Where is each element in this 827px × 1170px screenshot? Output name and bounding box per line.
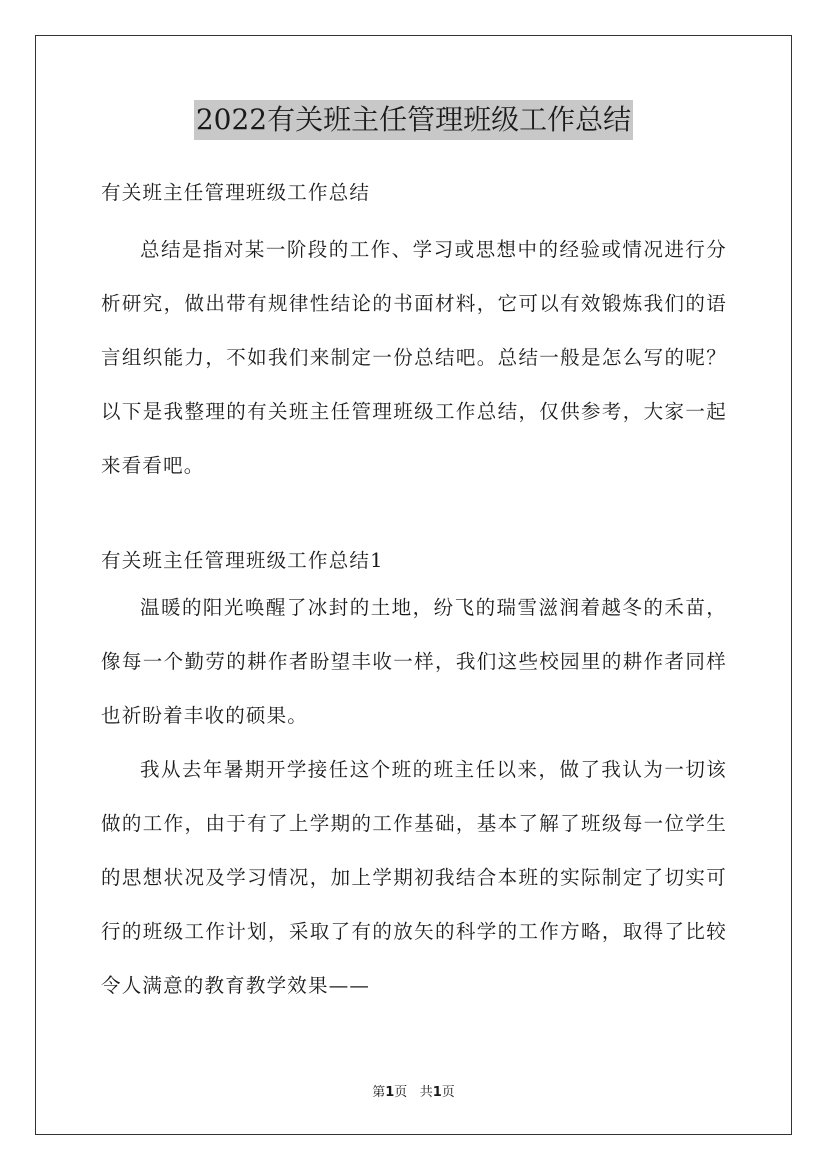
document-subtitle: 有关班主任管理班级工作总结 xyxy=(101,181,371,204)
document-body xyxy=(101,175,727,1013)
page-label-suffix: 页 xyxy=(394,1085,408,1100)
total-label-suffix: 页 xyxy=(441,1085,455,1100)
section-paragraph: 我从去年暑期开学接任这个班的班主任以来，做了我认为一切该做的工作，由于有了上学期的工作基础，基本了解了班级每一位学生的思想状况及学习情况，加上学期初我结合本班的实际制定了切实可行的班级工作计划，采取了有的放矢的科学的工作方略，取得了比较令人满意的教育教学效果—— xyxy=(101,758,727,997)
intro-paragraph: 总结是指对某一阶段的工作、学习或思想中的经验或情况进行分析研究，做出带有规律性结论的书面材料，它可以有效锻炼我们的语言组织能力，不如我们来制定一份总结吧。总结一般是怎么写的呢？以下是我整理的有关班主任管理班级工作总结，仅供参考，大家一起来看看吧。 xyxy=(101,238,727,477)
document-title: 2022有关班主任管理班级工作总结 xyxy=(194,100,633,140)
section-paragraph: 温暖的阳光唤醒了冰封的土地，纷飞的瑞雪滋润着越冬的禾苗，像每一个勤劳的耕作者盼望丰收一样，我们这些校园里的耕作者同样也祈盼着丰收的硕果。 xyxy=(101,596,727,727)
page-footer xyxy=(0,1084,827,1102)
total-pages: 1 xyxy=(432,1085,442,1100)
page-number: 1 xyxy=(385,1085,395,1100)
title-container xyxy=(0,100,827,140)
page-label-prefix: 第 xyxy=(372,1085,386,1100)
total-label-prefix: 共 xyxy=(419,1085,433,1100)
section-heading: 有关班主任管理班级工作总结1 xyxy=(101,549,384,572)
